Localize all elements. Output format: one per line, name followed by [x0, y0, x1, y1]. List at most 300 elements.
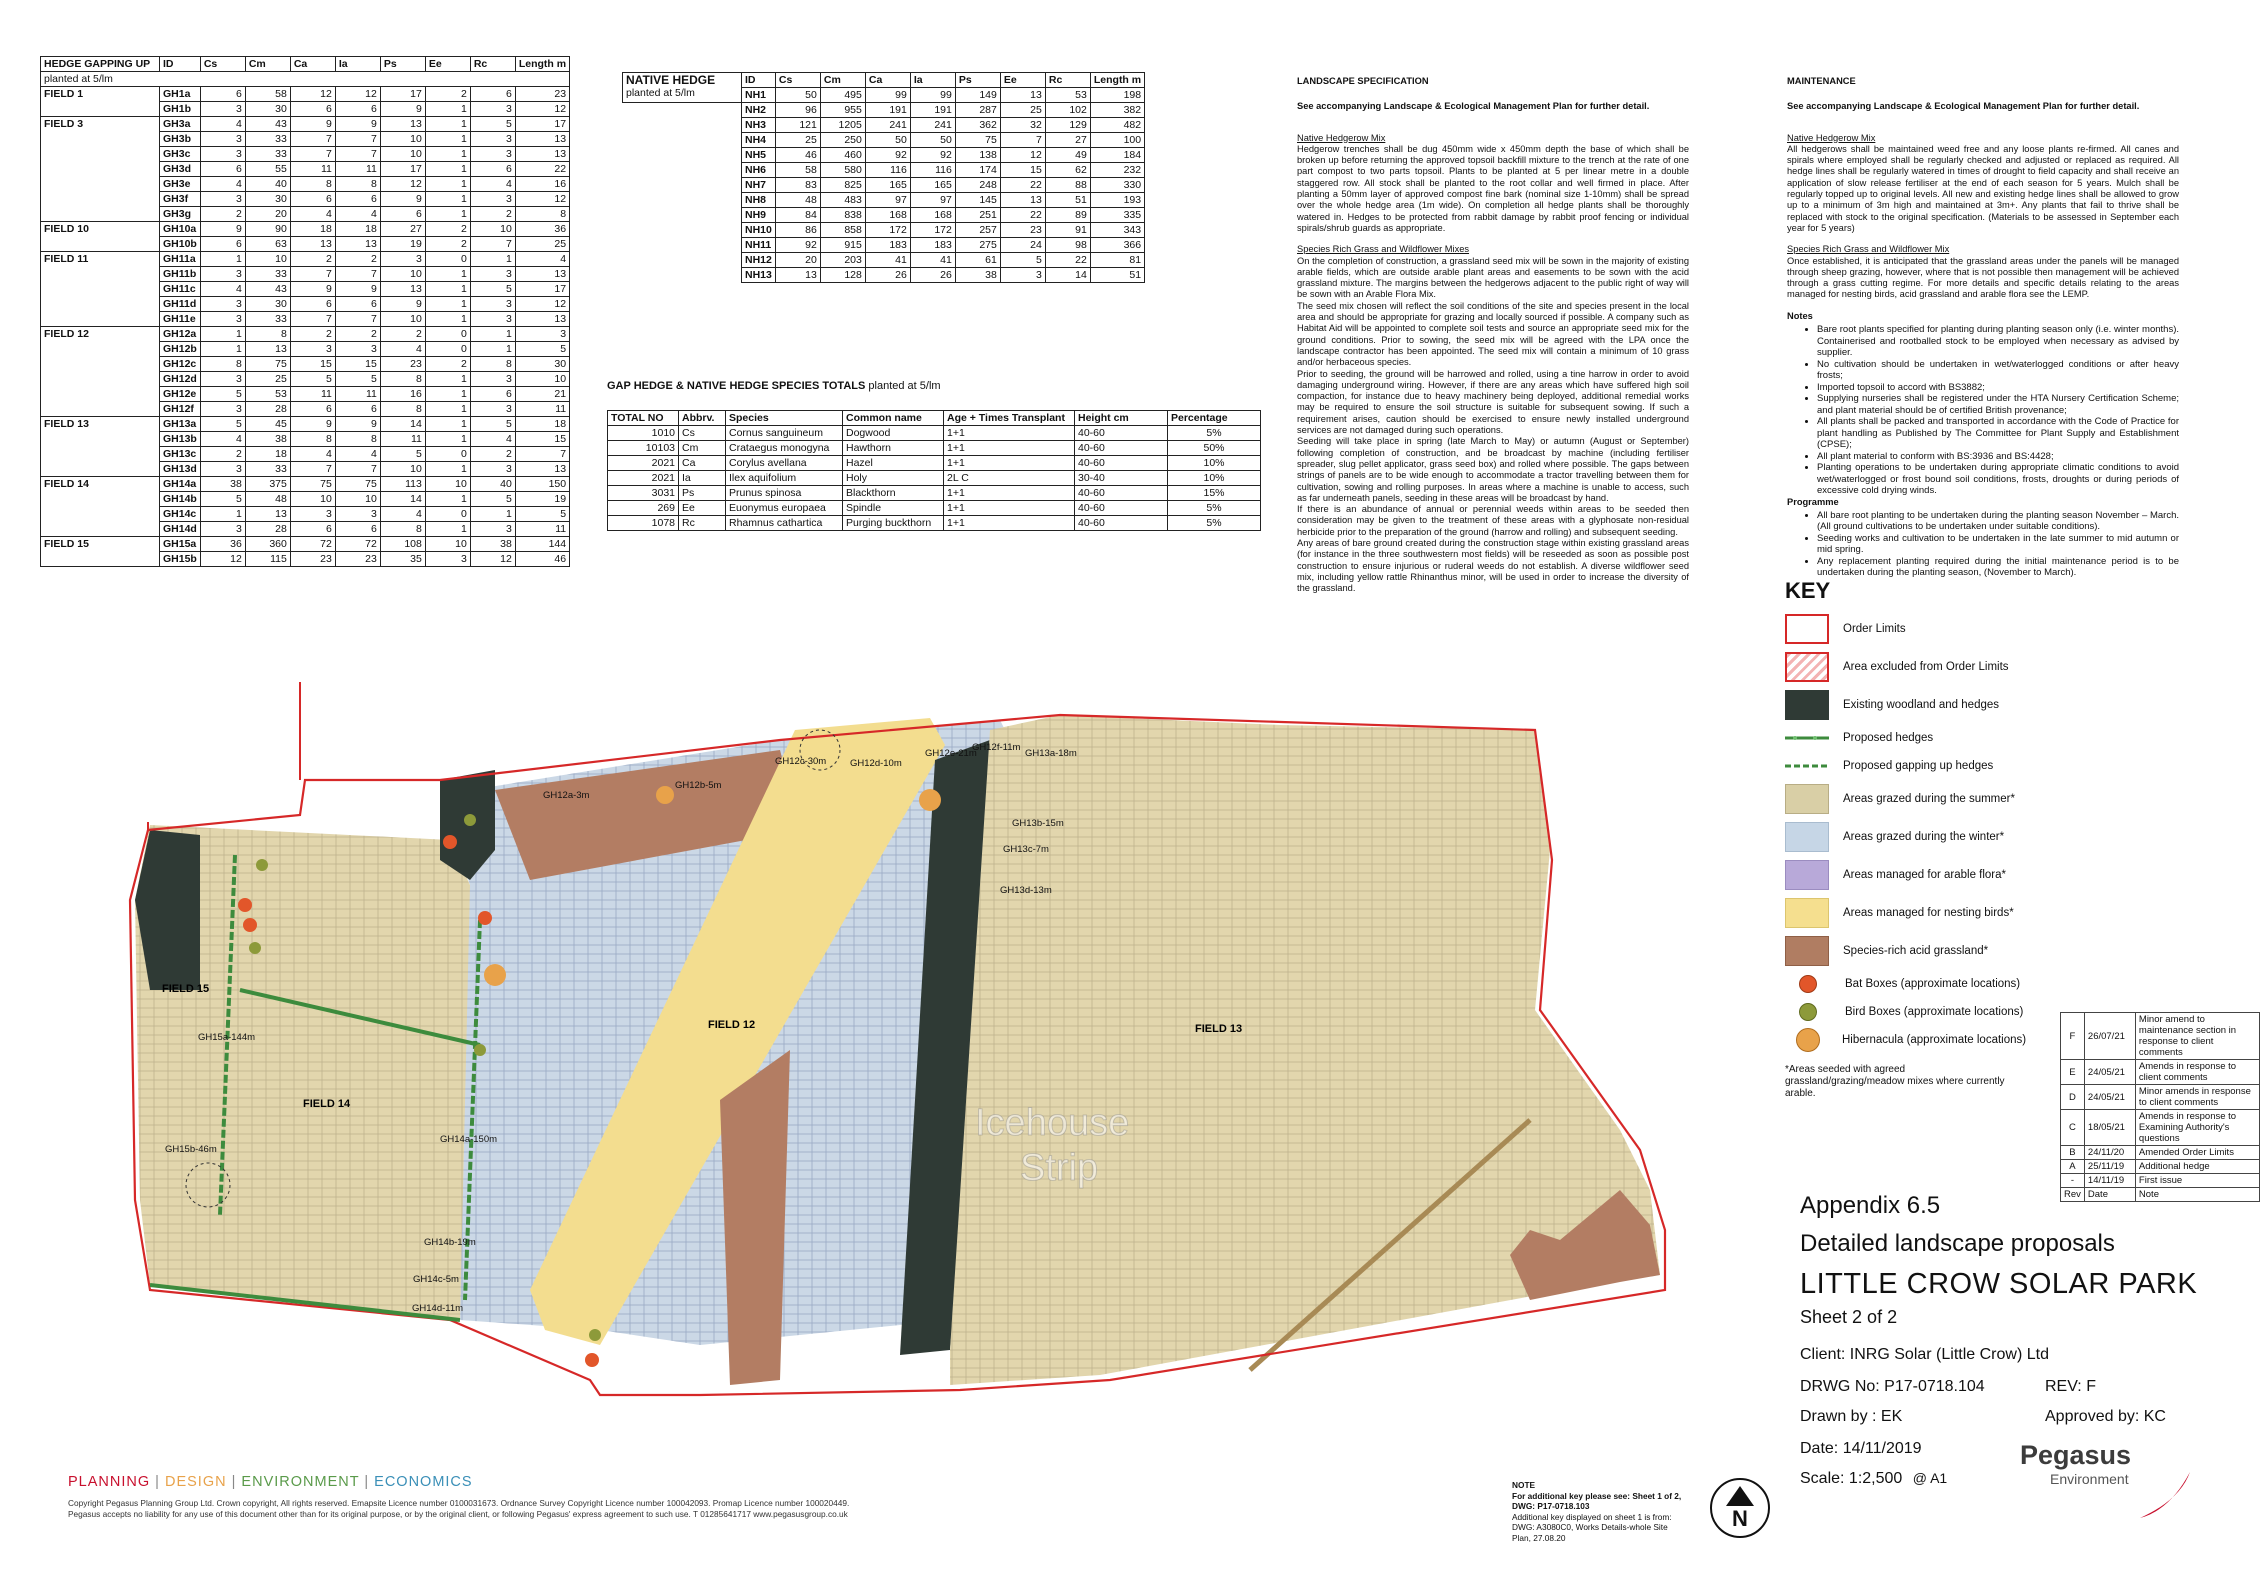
native-subtitle: planted at 5/lm — [626, 87, 695, 99]
native-cell: 128 — [820, 268, 865, 283]
note-text: Additional key displayed on sheet 1 is from: DWG: A3080C0, Works Details-whole Site Plan, 27.08.20 — [1512, 1511, 1672, 1543]
gapping-cell: 6 — [200, 237, 245, 252]
gapping-cell: 3 — [200, 522, 245, 537]
bat-box-icon — [585, 1353, 599, 1367]
gapping-cell: 8 — [335, 432, 380, 447]
native-cell: 362 — [955, 118, 1000, 133]
native-cell: 193 — [1090, 193, 1144, 208]
programme-title: Programme — [1787, 496, 1839, 507]
note-item: • Planting operations to be undertaken during appropriate climatic conditions to avoid wet/waterlogged or frost bound soil conditions, frosts, droughts or during periods of excessive cold drying winds. — [1817, 462, 2179, 497]
gapping-cell: 1 — [425, 417, 470, 432]
gapping-cell: 6 — [290, 522, 335, 537]
species-cell: 40-60 — [1075, 486, 1168, 501]
native-cell: 86 — [775, 223, 820, 238]
note-item: • Bare root plants specified for planting during planting season only (i.e. winter months). Containerised and rootballed stock to be employed when necessary as advised by supplier. — [1817, 324, 2179, 359]
gapping-cell: 1 — [425, 147, 470, 162]
gapping-cell: 2 — [470, 447, 515, 462]
gapping-cell: 40 — [470, 477, 515, 492]
gapping-cell: 1 — [425, 432, 470, 447]
footer-sep: | — [231, 1474, 237, 1490]
gapping-cell: 7 — [290, 147, 335, 162]
species-cell: 1+1 — [944, 441, 1075, 456]
gapping-cell: 9 — [290, 117, 335, 132]
gapping-cell: GH14c — [160, 507, 201, 522]
gapping-cell: 6 — [380, 207, 425, 222]
native-cell: NH4 — [742, 133, 776, 148]
native-cell: 168 — [910, 208, 955, 223]
native-cell: 955 — [820, 103, 865, 118]
gapping-cell: 1 — [425, 297, 470, 312]
native-cell: 38 — [955, 268, 1000, 283]
field-name-cell: FIELD 11 — [41, 252, 160, 267]
species-cell: 40-60 — [1075, 426, 1168, 441]
gapping-cell: 3 — [200, 102, 245, 117]
native-cell: 183 — [910, 238, 955, 253]
native-cell: 915 — [820, 238, 865, 253]
footer-sep: | — [364, 1474, 370, 1490]
native-cell: 46 — [775, 148, 820, 163]
native-cell: 12 — [1000, 148, 1045, 163]
gapping-cell: 19 — [380, 237, 425, 252]
gapping-cell: 2 — [290, 327, 335, 342]
native-cell: 24 — [1000, 238, 1045, 253]
native-cell: 7 — [1000, 133, 1045, 148]
gapping-cell: 8 — [200, 357, 245, 372]
native-cell: 96 — [775, 103, 820, 118]
native-cell: 241 — [910, 118, 955, 133]
native-cell: 20 — [775, 253, 820, 268]
sheet-number: Sheet 2 of 2 — [1800, 1307, 1898, 1327]
gapping-cell: 13 — [515, 462, 569, 477]
native-cell: 51 — [1045, 193, 1090, 208]
species-cell: Dogwood — [843, 426, 944, 441]
revision-header-cell: Note — [2135, 1188, 2259, 1202]
gapping-cell: 33 — [245, 147, 290, 162]
gapping-cell: 150 — [515, 477, 569, 492]
gapping-cell: 30 — [245, 297, 290, 312]
gapping-cell: GH12a — [160, 327, 201, 342]
native-cell: 495 — [820, 88, 865, 103]
gapping-cell: 0 — [425, 342, 470, 357]
gapping-cell: 14 — [380, 417, 425, 432]
gapping-cell: GH10b — [160, 237, 201, 252]
logo-main: Pegasus — [2020, 1440, 2132, 1470]
gapping-cell: 25 — [245, 372, 290, 387]
gapping-cell: 12 — [200, 552, 245, 567]
key-label: Hibernacula (approximate locations) — [1842, 1034, 2027, 1046]
gapping-cell: 4 — [200, 432, 245, 447]
native-cell: 91 — [1045, 223, 1090, 238]
gapping-cell: 108 — [380, 537, 425, 552]
native-cell: 184 — [1090, 148, 1144, 163]
native-cell: NH12 — [742, 253, 776, 268]
gapping-cell: 11 — [290, 162, 335, 177]
revision-cell: Minor amends in response to client comments — [2135, 1085, 2259, 1110]
gapping-header-ps: Ps — [380, 57, 425, 72]
gapping-cell: GH13b — [160, 432, 201, 447]
gapping-cell: 7 — [335, 147, 380, 162]
drawing-date: Date: 14/11/2019 — [1800, 1440, 1922, 1457]
gapping-cell: 1 — [425, 162, 470, 177]
note-item: • Imported topsoil to accord with BS3882; — [1817, 382, 2179, 394]
gapping-cell: GH12b — [160, 342, 201, 357]
field-name-cell: FIELD 3 — [41, 117, 160, 132]
gapping-cell: 8 — [380, 372, 425, 387]
gapping-cell: 21 — [515, 387, 569, 402]
map-label: GH12d-10m — [850, 758, 902, 769]
gapping-cell: GH3f — [160, 192, 201, 207]
species-cell: 1+1 — [944, 486, 1075, 501]
native-cell: 26 — [910, 268, 955, 283]
gapping-cell: 10 — [470, 222, 515, 237]
drawing-number: DRWG No: P17-0718.104 — [1800, 1378, 1985, 1395]
species-cell: 30-40 — [1075, 471, 1168, 486]
gapping-cell: 3 — [470, 462, 515, 477]
revision-cell: B — [2061, 1146, 2085, 1160]
key-label: Existing woodland and hedges — [1843, 699, 2000, 711]
species-cell: Ee — [679, 501, 726, 516]
note-item: • No cultivation should be undertaken in wet/waterlogged conditions or after heavy frosts; — [1817, 359, 2179, 382]
gapping-cell: 17 — [515, 117, 569, 132]
gapping-cell: 5 — [200, 417, 245, 432]
native-cell: 23 — [1000, 223, 1045, 238]
native-cell: 483 — [820, 193, 865, 208]
gapping-cell: GH3d — [160, 162, 201, 177]
gapping-cell: 1 — [425, 492, 470, 507]
revision-cell: First issue — [2135, 1174, 2259, 1188]
native-hedgerow-mix-text: Hedgerow trenches shall be dug 450mm wide x 450mm depth the base of which shall be broken up before returning the approved topsoil backfill mixture to the trench at the rate of one part compost to two parts topsoil. Plants to be planted at 5 per linear metre in a double staggered row. All stock shall be planted to the root collar and well firmed in place. After planting a 50mm layer of approved compost fine bark (nominal size 1-10mm) shall be spread over the whole hedge area (1m wide). On completion all hedge plants shall be thoroughly watered in. Hedges to be protected from rabbit damage by rabbit proof fencing or individual spirals/shrub guards as appropriate. — [1297, 143, 1689, 233]
gapping-cell: 7 — [335, 267, 380, 282]
gapping-cell: GH14d — [160, 522, 201, 537]
gapping-cell: 4 — [380, 342, 425, 357]
bird-box-icon — [256, 859, 268, 871]
revision-cell: Amended Order Limits — [2135, 1146, 2259, 1160]
revision-cell: Amends in response to client comments — [2135, 1060, 2259, 1085]
revision-header-cell: Rev — [2061, 1188, 2085, 1202]
native-cell: 26 — [865, 268, 910, 283]
species-rich-grass-p6: Any areas of bare ground created during the construction stage within existing grassland areas (for instance in the three southwestern most fields) will be reseeded as soon as possible post construction to ensure injurious or ruderal weeds do not establish. A diverse wildflower seed mix, including yellow rattle Rhinanthus minor, will be used in order to increase the diversity of the grassland. — [1297, 537, 1689, 594]
gapping-cell: 46 — [515, 552, 569, 567]
revision-cell: C — [2061, 1110, 2085, 1146]
gapping-cell: 0 — [425, 252, 470, 267]
gapping-cell: 17 — [380, 162, 425, 177]
native-cell: 92 — [910, 148, 955, 163]
gapping-cell: 12 — [515, 192, 569, 207]
field-15-label: FIELD 15 — [162, 983, 210, 995]
native-cell: 287 — [955, 103, 1000, 118]
species-subtitle: planted at 5/lm — [868, 380, 941, 392]
field-13-label: FIELD 13 — [1195, 1023, 1243, 1035]
gapping-cell: 3 — [470, 267, 515, 282]
gapping-cell: 3 — [290, 507, 335, 522]
scale: Scale: 1:2,500 — [1800, 1470, 1903, 1487]
bat-box-icon — [243, 918, 257, 932]
species-cell: 3031 — [608, 486, 679, 501]
revision-cell: 18/05/21 — [2084, 1110, 2135, 1146]
gapping-cell: 3 — [470, 192, 515, 207]
gapping-cell: 0 — [425, 507, 470, 522]
logo-sub: Environment — [2050, 1471, 2129, 1487]
bird-box-icon — [474, 1044, 486, 1056]
native-cell: 116 — [910, 163, 955, 178]
gapping-cell: 9 — [200, 222, 245, 237]
gapping-cell: 6 — [290, 102, 335, 117]
gapping-cell: 5 — [470, 117, 515, 132]
native-hedgerow-mix-title: Native Hedgerow Mix — [1297, 132, 1386, 143]
gapping-cell: 27 — [380, 222, 425, 237]
gapping-cell: 58 — [245, 87, 290, 102]
native-cell: 251 — [955, 208, 1000, 223]
gapping-cell: 2 — [200, 207, 245, 222]
gapping-cell: 38 — [470, 537, 515, 552]
gapping-cell: 10 — [380, 147, 425, 162]
gapping-cell: 12 — [290, 87, 335, 102]
gapping-cell: GH11b — [160, 267, 201, 282]
gapping-cell: 30 — [245, 102, 290, 117]
gapping-cell: 6 — [335, 522, 380, 537]
native-cell: NH5 — [742, 148, 776, 163]
key-label: Species-rich acid grassland* — [1843, 945, 1989, 957]
species-cell: Spindle — [843, 501, 944, 516]
revision-cell: - — [2061, 1174, 2085, 1188]
gapping-cell: 3 — [200, 132, 245, 147]
native-cell: NH11 — [742, 238, 776, 253]
native-cell: 25 — [775, 133, 820, 148]
gapping-cell: 38 — [245, 432, 290, 447]
map-label: GH14d-11m — [412, 1303, 464, 1314]
species-cell: 40-60 — [1075, 441, 1168, 456]
gapping-cell: GH13a — [160, 417, 201, 432]
native-header-ia: Ia — [910, 73, 955, 88]
landscape-heading: LANDSCAPE SPECIFICATION — [1297, 76, 1429, 86]
gapping-header-id: ID — [160, 57, 201, 72]
native-cell: 32 — [1000, 118, 1045, 133]
gapping-cell: 3 — [380, 252, 425, 267]
map-label: GH13c-7m — [1003, 844, 1049, 855]
native-cell: 858 — [820, 223, 865, 238]
native-header-rc: Rc — [1045, 73, 1090, 88]
gapping-cell: 25 — [515, 237, 569, 252]
revision-cell: Minor amend to maintenance section in response to client comments — [2135, 1013, 2259, 1060]
gapping-cell: 8 — [335, 177, 380, 192]
gapping-cell: 375 — [245, 477, 290, 492]
gapping-cell: 4 — [335, 207, 380, 222]
key-label: Areas managed for arable flora* — [1843, 869, 2007, 881]
species-cell: 1+1 — [944, 456, 1075, 471]
gapping-cell: 3 — [200, 312, 245, 327]
gapping-cell: 3 — [470, 102, 515, 117]
native-cell: 100 — [1090, 133, 1144, 148]
native-header-id: ID — [742, 73, 776, 88]
gapping-cell: GH11d — [160, 297, 201, 312]
client: Client: INRG Solar (Little Crow) Ltd — [1800, 1346, 2049, 1363]
drawn-by: Drawn by : EK — [1800, 1408, 1903, 1425]
species-cell: 1+1 — [944, 501, 1075, 516]
species-header-cell: Height cm — [1075, 411, 1168, 426]
native-cell: 138 — [955, 148, 1000, 163]
gapping-cell: 5 — [335, 372, 380, 387]
gapping-cell: 1 — [425, 177, 470, 192]
gapping-cell: 17 — [380, 87, 425, 102]
gapping-cell: 8 — [380, 402, 425, 417]
gapping-cell: 33 — [245, 462, 290, 477]
gapping-cell: 11 — [380, 432, 425, 447]
gapping-cell: 10 — [335, 492, 380, 507]
gapping-cell: 13 — [515, 147, 569, 162]
map-label: GH14b-19m — [424, 1237, 476, 1248]
gapping-cell: 55 — [245, 162, 290, 177]
species-cell: 2L C — [944, 471, 1075, 486]
native-header-cs: Cs — [775, 73, 820, 88]
gapping-cell: 23 — [290, 552, 335, 567]
native-cell: 366 — [1090, 238, 1144, 253]
maintenance-heading: MAINTENANCE — [1787, 76, 1856, 86]
gapping-cell: 36 — [200, 537, 245, 552]
gapping-cell: 8 — [290, 432, 335, 447]
native-cell: 50 — [910, 133, 955, 148]
gapping-cell: 10 — [380, 312, 425, 327]
gapping-cell: 10 — [380, 267, 425, 282]
native-cell: 41 — [865, 253, 910, 268]
native-cell: 13 — [775, 268, 820, 283]
native-cell: 168 — [865, 208, 910, 223]
gapping-header-length: Length m — [515, 57, 569, 72]
native-cell: 191 — [910, 103, 955, 118]
native-cell: 62 — [1045, 163, 1090, 178]
map-label: GH12a-3m — [543, 790, 590, 801]
key-title: KEY — [1785, 578, 1831, 603]
native-cell: 121 — [775, 118, 820, 133]
gapping-cell: 2 — [335, 327, 380, 342]
key-label: Bird Boxes (approximate locations) — [1845, 1006, 2024, 1018]
gapping-cell: 1 — [425, 267, 470, 282]
species-cell: 2021 — [608, 471, 679, 486]
gapping-cell: 5 — [200, 492, 245, 507]
gapping-cell: 5 — [515, 507, 569, 522]
gapping-cell: 7 — [335, 132, 380, 147]
gapping-cell: 13 — [335, 237, 380, 252]
gapping-cell: 13 — [380, 282, 425, 297]
gapping-cell: 3 — [470, 132, 515, 147]
key-footnote: *Areas seeded with agreed grassland/grazing/meadow mixes where currently arable. — [1785, 1064, 2005, 1099]
species-cell: Rhamnus cathartica — [726, 516, 843, 531]
gapping-cell: 28 — [245, 522, 290, 537]
revision-cell: 14/11/19 — [2084, 1174, 2135, 1188]
gapping-cell: 3 — [200, 147, 245, 162]
gapping-cell: 11 — [335, 387, 380, 402]
gapping-cell: 19 — [515, 492, 569, 507]
species-cell: Ps — [679, 486, 726, 501]
copyright-line-2: Pegasus accepts no liability for any use of this document other than for its original purpose, or by the original client, or following Pegasus' express agreement to such use. T 01285641717 www.pegasusgroup.co.uk — [68, 1509, 848, 1519]
species-cell: 269 — [608, 501, 679, 516]
species-header-cell: TOTAL NO — [608, 411, 679, 426]
gapping-cell: 9 — [335, 282, 380, 297]
revision-cell: F — [2061, 1013, 2085, 1060]
gapping-cell: 6 — [470, 162, 515, 177]
bat-box-icon — [478, 911, 492, 925]
hibernacula-icon — [484, 964, 506, 986]
species-cell: 10103 — [608, 441, 679, 456]
revision-cell: Amends in response to Examining Authority's questions — [2135, 1110, 2259, 1146]
revision-cell: 24/05/21 — [2084, 1060, 2135, 1085]
gapping-header-rc: Rc — [470, 57, 515, 72]
gapping-header-cs: Cs — [200, 57, 245, 72]
field-name-cell: FIELD 13 — [41, 417, 160, 432]
species-title: GAP HEDGE & NATIVE HEDGE SPECIES TOTALS — [607, 380, 866, 392]
species-cell: 40-60 — [1075, 456, 1168, 471]
native-cell: NH6 — [742, 163, 776, 178]
species-cell: Cs — [679, 426, 726, 441]
species-header-cell: Age + Times Transplant — [944, 411, 1075, 426]
species-cell: Prunus spinosa — [726, 486, 843, 501]
gapping-cell: 9 — [335, 417, 380, 432]
gapping-cell: 12 — [380, 177, 425, 192]
central-acid-grassland — [720, 1050, 790, 1385]
gapping-cell: 0 — [425, 327, 470, 342]
field-14-label: FIELD 14 — [303, 1098, 351, 1110]
gapping-cell: 20 — [245, 207, 290, 222]
native-cell: 241 — [865, 118, 910, 133]
notes-title: Notes — [1787, 310, 1813, 321]
gapping-cell: GH1b — [160, 102, 201, 117]
gapping-cell: 33 — [245, 312, 290, 327]
gapping-cell: GH13d — [160, 462, 201, 477]
gapping-cell: 72 — [290, 537, 335, 552]
gapping-cell: 12 — [335, 87, 380, 102]
gapping-cell: 3 — [200, 372, 245, 387]
gapping-cell: 3 — [470, 522, 515, 537]
gapping-cell: 2 — [290, 252, 335, 267]
map-label: GH13d-13m — [1000, 885, 1052, 896]
gapping-cell: 33 — [245, 132, 290, 147]
gapping-cell: 8 — [380, 522, 425, 537]
species-cell: 15% — [1168, 486, 1261, 501]
native-header-length: Length m — [1090, 73, 1144, 88]
gapping-cell: 8 — [470, 357, 515, 372]
gapping-cell: 8 — [245, 327, 290, 342]
native-cell: 275 — [955, 238, 1000, 253]
gapping-cell: 7 — [335, 462, 380, 477]
gapping-cell: 6 — [335, 192, 380, 207]
gapping-cell: 17 — [515, 282, 569, 297]
gapping-cell: 1 — [470, 327, 515, 342]
native-cell: 335 — [1090, 208, 1144, 223]
native-cell: 51 — [1090, 268, 1144, 283]
gapping-cell: 6 — [470, 387, 515, 402]
species-header-cell: Percentage — [1168, 411, 1261, 426]
native-header-ps: Ps — [955, 73, 1000, 88]
gapping-cell: 11 — [290, 387, 335, 402]
gapping-cell: 18 — [245, 447, 290, 462]
native-cell: 92 — [775, 238, 820, 253]
gapping-cell: GH11a — [160, 252, 201, 267]
gapping-cell: 18 — [335, 222, 380, 237]
species-cell: 5% — [1168, 426, 1261, 441]
footer-environment: ENVIRONMENT — [241, 1474, 360, 1490]
note-bold: For additional key please see: Sheet 1 of 2, DWG: P17-0718.103 — [1512, 1490, 1682, 1511]
species-header-cell: Common name — [843, 411, 944, 426]
species-cell: 1078 — [608, 516, 679, 531]
native-cell: 99 — [865, 88, 910, 103]
footer-design: DESIGN — [164, 1474, 227, 1490]
species-cell: Hawthorn — [843, 441, 944, 456]
gapping-title: HEDGE GAPPING UP — [44, 58, 151, 70]
gapping-cell: 6 — [290, 297, 335, 312]
gapping-cell: GH3g — [160, 207, 201, 222]
note-item: • All plants shall be packed and transported in accordance with the Code of Practice for plant handling as Published by The Committee for Plant Supply and Establishment (CPSE); — [1817, 416, 2179, 451]
gapping-cell: 1 — [470, 342, 515, 357]
native-cell: NH1 — [742, 88, 776, 103]
